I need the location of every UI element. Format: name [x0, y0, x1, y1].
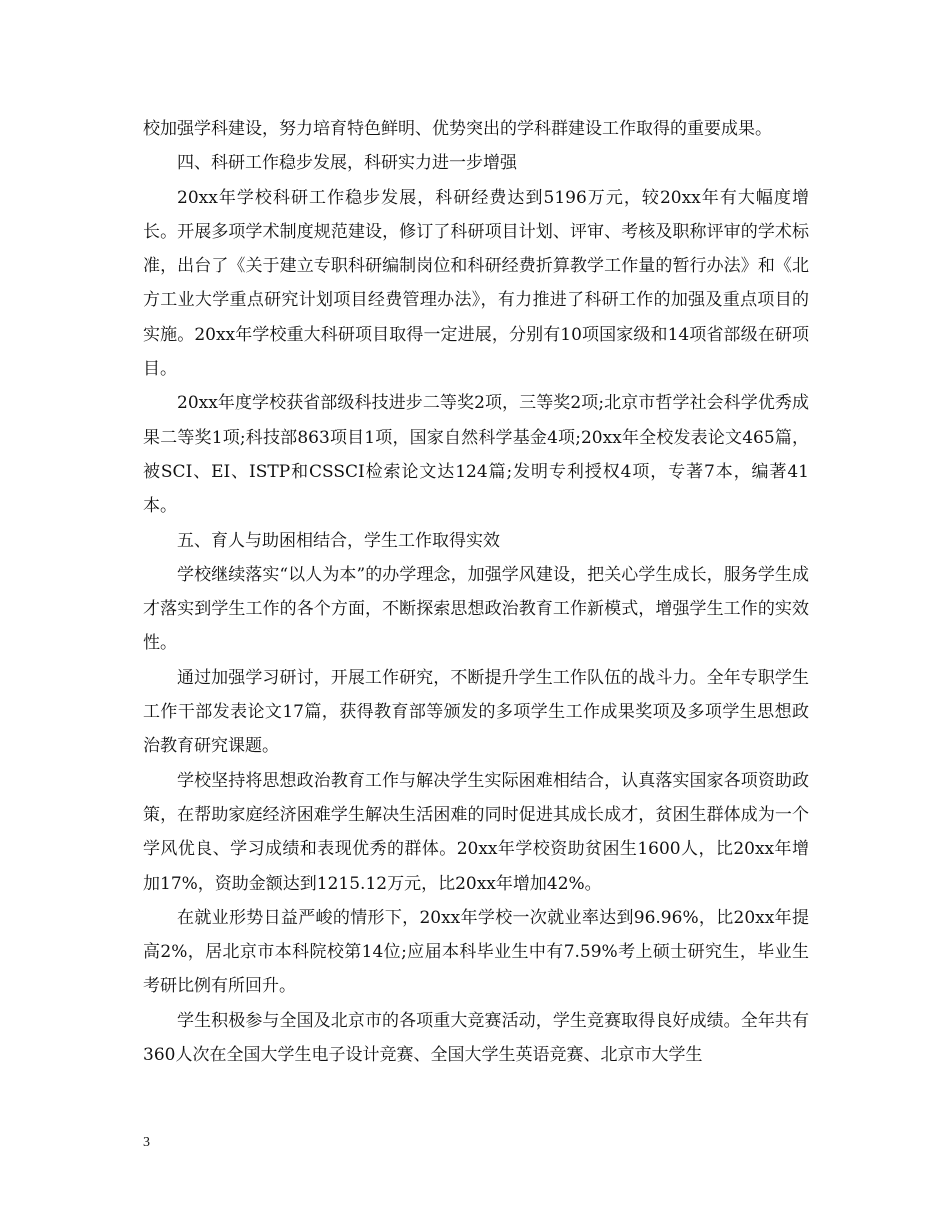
paragraph-employment: 在就业形势日益严峻的情形下，20xx年学校一次就业率达到96.96%，比20xx年提高2%，居北京市本科院校第14位;应届本科毕业生中有7.59%考上硕士研究生，毕业生考研比例有所回升。 — [143, 907, 809, 997]
document-body — [143, 112, 809, 1072]
section-heading-research: 四、科研工作稳步发展，科研实力进一步增强 — [177, 153, 517, 174]
paragraph-research-funding: 20xx年学校科研工作稳步发展，科研经费达到5196万元，较20xx年有大幅度增长。开展多项学术制度规范建设，修订了科研项目计划、评审、考核及职称评审的学术标准，出台了《关于建立专职科研编制岗位和科研经费折算教学工作量的暂行办法》和《北方工业大学重点研究计划项目经费管理办法》，有力推进了科研工作的加强及重点项目的实施。20xx年学校重大科研项目取得一定进展，分别有10项国家级和14项省部级在研项目。 — [143, 187, 809, 380]
paragraph-continuation: 校加强学科建设，努力培育特色鲜明、优势突出的学科群建设工作取得的重要成果。 — [143, 119, 772, 139]
paragraph-student-philosophy: 学校继续落实“以人为本”的办学理念，加强学风建设，把关心学生成长，服务学生成才落实到学生工作的各个方面，不断探索思想政治教育工作新模式，增强学生工作的实效性。 — [143, 564, 809, 654]
paragraph-research-awards: 20xx年度学校获省部级科技进步二等奖2项，三等奖2项;北京市哲学社会科学优秀成果二等奖1项;科技部863项目1项，国家自然科学基金4项;20xx年全校发表论文465篇，被SCI、EI、ISTP和CSSCI检索论文达124篇;发明专利授权4项，专著7本，编著41本。 — [143, 393, 809, 517]
page-number: 3 — [143, 1135, 150, 1150]
paragraph-staff-research: 通过加强学习研讨，开展工作研究，不断提升学生工作队伍的战斗力。全年专职学生工作干部发表论文17篇，获得教育部等颁发的多项学生工作成果奖项及多项学生思想政治教育研究课题。 — [143, 667, 809, 757]
paragraph-financial-aid: 学校坚持将思想政治教育工作与解决学生实际困难相结合，认真落实国家各项资助政策，在帮助家庭经济困难学生解决生活困难的同时促进其成长成才，贫困生群体成为一个学风优良、学习成绩和表现优秀的群体。20xx年学校资助贫困生1600人，比20xx年增加17%，资助金额达到1215.12万元，比20xx年增加42%。 — [143, 770, 809, 894]
section-heading-student-work: 五、育人与助困相结合，学生工作取得实效 — [177, 530, 500, 551]
paragraph-competitions: 学生积极参与全国及北京市的各项重大竞赛活动，学生竞赛取得良好成绩。全年共有360人次在全国大学生电子设计竞赛、全国大学生英语竞赛、北京市大学生 — [143, 1010, 809, 1066]
